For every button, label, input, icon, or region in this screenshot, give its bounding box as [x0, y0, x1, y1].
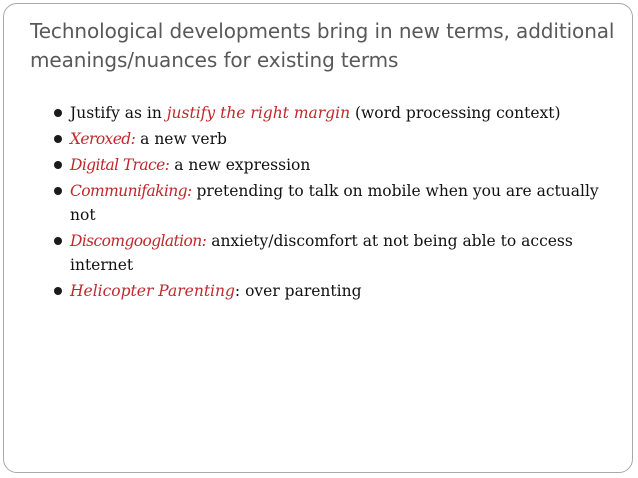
- bullet-rest-text: a new verb: [135, 130, 227, 148]
- list-item: [54, 153, 599, 177]
- list-item: [54, 279, 599, 303]
- slide: [3, 3, 633, 473]
- bullet-rest-text: pretending to talk on mobile when you are actually not: [70, 182, 599, 224]
- bullet-term: Discomgooglation:: [70, 232, 207, 250]
- list-item: [54, 179, 599, 227]
- list-item: [54, 101, 599, 125]
- bullet-rest-text: : over parenting: [234, 282, 362, 300]
- bullet-rest-text: a new expression: [169, 156, 311, 174]
- bullet-term: Xeroxed:: [70, 130, 136, 148]
- slide-title: Technological developments bring in new terms, additional meanings/nuances for existing terms: [30, 19, 615, 72]
- bullet-rest-text: anxiety/discomfort at not being able to access internet: [70, 232, 573, 274]
- list-item: [54, 229, 599, 277]
- bullet-term: Digital Trace:: [70, 156, 170, 174]
- bullet-icon: [54, 287, 62, 295]
- bullet-term: Communifaking:: [70, 182, 192, 200]
- bullet-icon: [54, 135, 62, 143]
- bullet-term: justify the right margin: [166, 104, 351, 122]
- bullet-icon: [54, 237, 62, 245]
- bullet-icon: [54, 187, 62, 195]
- bullet-icon: [54, 161, 62, 169]
- bullet-rest-text: (word processing context): [350, 104, 561, 122]
- bullet-term: Helicopter Parenting: [70, 282, 235, 300]
- bullet-lead-text: Justify as in: [70, 104, 167, 122]
- bullet-icon: [54, 109, 62, 117]
- bullet-list: [54, 101, 599, 305]
- list-item: [54, 127, 599, 151]
